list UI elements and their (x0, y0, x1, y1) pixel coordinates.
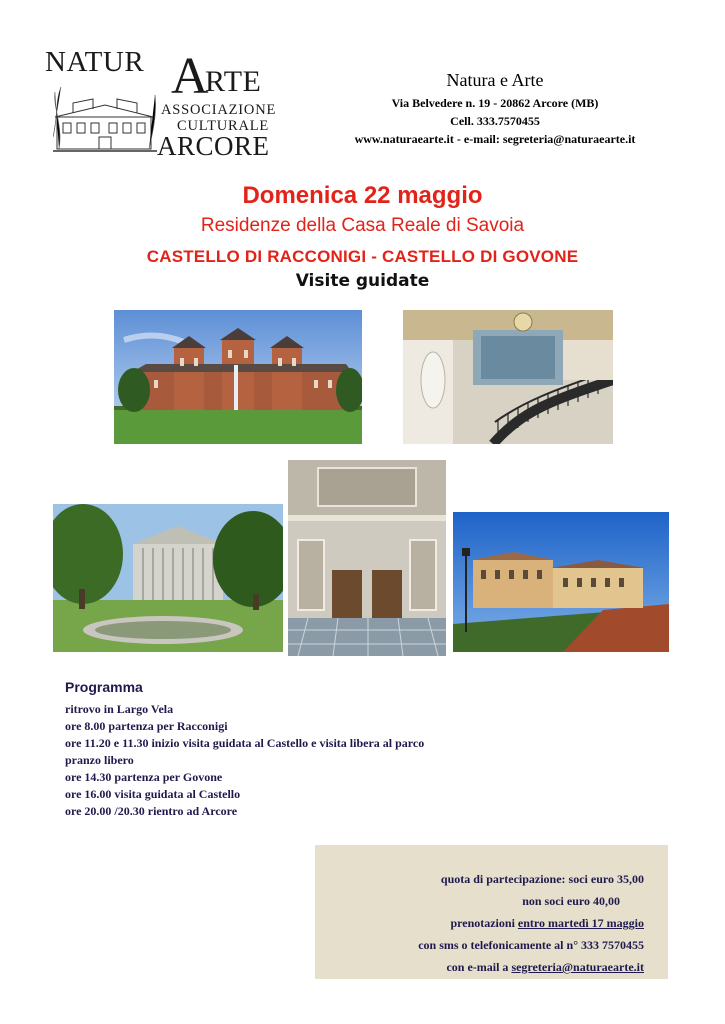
program-title: Programma (65, 679, 143, 695)
association-address: Via Belvedere n. 19 - 20862 Arcore (MB) (391, 96, 599, 110)
photo-ornate-hall (288, 460, 446, 656)
program-item: ore 20.00 /20.30 rientro ad Arcore (65, 804, 238, 818)
photo-racconigi-facade (114, 310, 362, 444)
booking-email-link[interactable]: segreteria@naturaearte.it (511, 960, 644, 974)
program-item: ore 8.00 partenza per Racconigi (65, 719, 228, 733)
association-name: Natura e Arte (446, 70, 544, 90)
program-item: ore 11.20 e 11.30 inizio visita guidata al Castello e visita libera al parco (65, 736, 425, 750)
logo-culturale: CULTURALE (177, 118, 270, 134)
booking-deadline (450, 916, 644, 931)
castles-heading: CASTELLO DI RACCONIGI - CASTELLO DI GOVONE (146, 247, 579, 266)
booking-prefix: prenotazioni (450, 916, 518, 930)
logo-big-a: A (171, 48, 209, 105)
booking-deadline-date: entro martedì 17 maggio (517, 916, 644, 930)
photo-staircase-interior (403, 310, 613, 444)
association-logo (45, 45, 277, 161)
price-members: quota di partecipazione: soci euro 35,00 (440, 872, 644, 886)
program-item: ritrovo in Largo Vela (65, 702, 174, 716)
logo-arcore: ARCORE (157, 131, 270, 161)
association-web-email: www.naturaearte.it - e-mail: segreteria@naturaearte.it (354, 132, 636, 146)
event-date-title: Domenica 22 maggio (242, 182, 483, 209)
program-item: ore 16.00 visita guidata al Castello (65, 787, 241, 801)
logo-natur-text: NATUR (45, 46, 145, 78)
association-phone: Cell. 333.7570455 (450, 114, 540, 128)
program-list (65, 701, 424, 820)
booking-phone: con sms o telefonicamente al n° 333 7570455 (418, 938, 644, 952)
pricing-info-box (315, 845, 668, 979)
event-subtitle: Residenze della Casa Reale di Savoia (200, 215, 525, 236)
program-item: ore 14.30 partenza per Govone (65, 770, 223, 784)
booking-email-prefix: con e-mail a (446, 960, 512, 974)
booking-email-line (446, 960, 644, 975)
logo-rte-text: RTE (205, 65, 262, 98)
photo-park-greenhouse (53, 504, 283, 652)
logo-associazione: ASSOCIAZIONE (161, 102, 277, 118)
price-non-members: non soci euro 40,00 (522, 894, 620, 908)
villa-sketch-icon (53, 77, 158, 155)
photo-govone-castle (453, 512, 669, 652)
guided-visits-heading: Visite guidate (295, 271, 430, 291)
program-item: pranzo libero (65, 753, 134, 767)
